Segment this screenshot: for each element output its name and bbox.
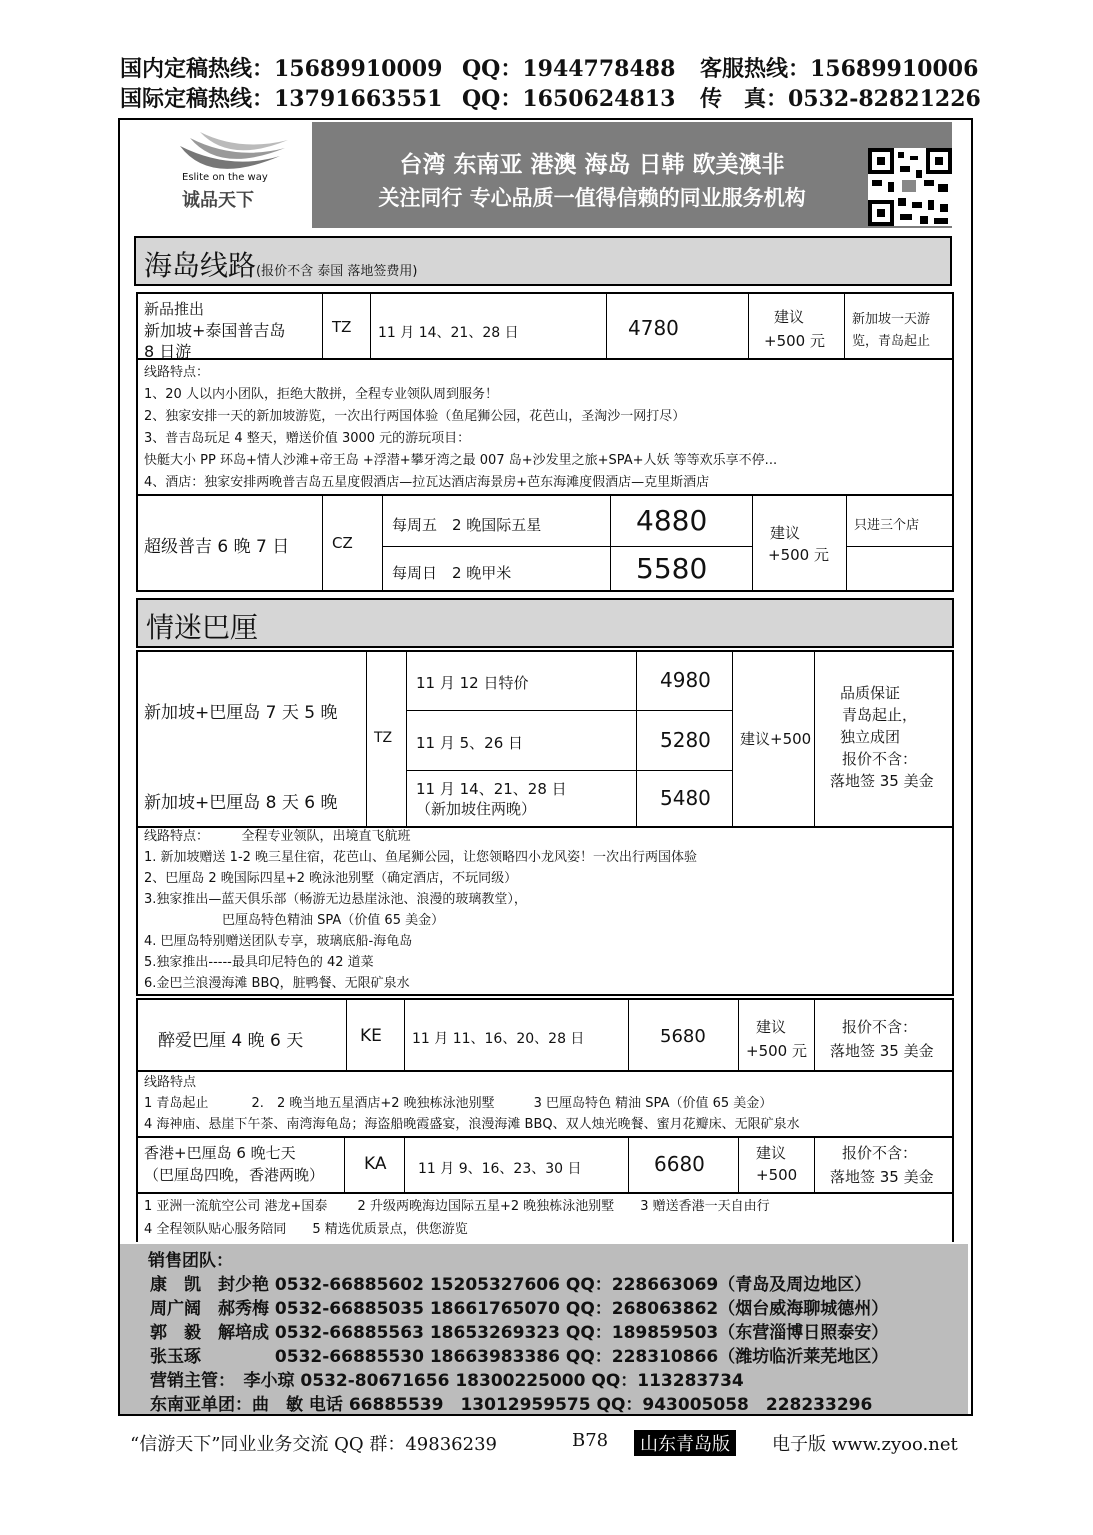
tour4-name: 醉爱巴厘 4 晚 6 天: [158, 1031, 304, 1051]
tour3-option2-price: 5280: [660, 728, 711, 752]
tour1-feature: 快艇大小 PP 环岛+情人沙滩+帝王岛 +浮潜+攀牙湾之最 007 岛+沙发里之旅+SPA+人妖 等等欢乐享不停...: [144, 453, 778, 468]
banner-slogan: 关注同行 专心品质一值得信赖的同业服务机构: [378, 186, 806, 210]
tour3-option1-date: 11 月 12 日特价: [416, 674, 529, 692]
tour1-price: 4780: [628, 316, 679, 340]
tour4-airline: KE: [360, 1026, 382, 1046]
tour5-remark-line1: 报价不含：: [842, 1144, 918, 1162]
tour1-name-line3: 8 日游: [144, 342, 192, 361]
tour1-feature: 2、独家安排一天的新加坡游览，一次出行两国体验（鱼尾狮公园，花芭山，圣淘沙一网打尽）: [144, 409, 686, 424]
international-hotline: 国际定稿热线：13791663551: [120, 86, 443, 112]
sales-row: 郭 毅 解培成 0532-66885563 18653269323 QQ：189859503（东营淄博日照泰安）: [150, 1323, 889, 1343]
tour1-remark-line2: 览，青岛起止: [852, 334, 931, 349]
tour3-remark-line2: 青岛起止，: [842, 706, 918, 724]
tour3-feature: 5.独家推出-----最具印尼特色的 42 道菜: [144, 955, 374, 970]
tour1-row: [136, 292, 954, 360]
section-island-note: (报价不含 泰国 落地签费用): [256, 264, 418, 279]
tour1-remark-line1: 新加坡一天游: [852, 312, 931, 327]
tour3-feature: 6.金巴兰浪漫海滩 BBQ，脏鸭餐、无限矿泉水: [144, 976, 410, 991]
tour3-suggest: 建议+500: [740, 730, 812, 748]
tour5-remark-line2: 落地签 35 美金: [830, 1168, 934, 1186]
tour4-row: [136, 998, 954, 1072]
qr-code-icon: [868, 148, 952, 226]
tour5-feature: 1 亚洲一流航空公司 港龙+国泰 2 升级两晚海边国际五星+2 晚独栋泳池别墅 3 赠送香港一天自由行: [144, 1199, 770, 1214]
footer-page-number: B78: [572, 1430, 609, 1451]
tour1-feature: 1、20 人以内小团队，拒绝大散拼，全程专业领队周到服务！: [144, 387, 498, 402]
tour3-option3-note: （新加坡住两晚）: [416, 800, 537, 818]
section-bali-header: [136, 598, 954, 648]
tour4-remark-line2: 落地签 35 美金: [830, 1042, 934, 1060]
tour5-features: [136, 1194, 954, 1242]
logo-slogan: Eslite on the way: [182, 172, 268, 183]
tour4-dates: 11 月 11、16、20、28 日: [412, 1031, 585, 1047]
tour2-option1-date: 每周五 2 晚国际五星: [392, 516, 542, 534]
tour1-name-line2: 新加坡+泰国普吉岛: [144, 321, 286, 340]
tour3-option2-date: 11 月 5、26 日: [416, 734, 524, 752]
tour1-feature: 3、普吉岛玩足 4 整天，赠送价值 3000 元的游玩项目：: [144, 431, 471, 446]
sales-row: 营销主管： 李小琼 0532-80671656 18300225000 QQ：113283734: [150, 1371, 744, 1391]
tour2-row: [136, 496, 954, 592]
tour5-feature: 4 全程领队贴心服务陪同 5 精选优质景点，供您游览: [144, 1222, 468, 1237]
tour4-feature: 1 青岛起止 2. 2 晚当地五星酒店+2 晚独栋泳池别墅 3 巴厘岛特色 精油 SPA（价值 65 美金）: [144, 1096, 773, 1111]
tour5-suggest-line1: 建议: [756, 1144, 787, 1162]
tour5-airline: KA: [364, 1154, 387, 1174]
tour3-name2: 新加坡+巴厘岛 8 天 6 晚: [144, 793, 338, 813]
tour5-suggest-line2: +500: [756, 1166, 798, 1184]
logo-name: 诚品天下: [182, 190, 254, 211]
tour3-feature: 巴厘岛特色精油 SPA（价值 65 美金）: [144, 913, 445, 928]
tour3-option3-date: 11 月 14、21、28 日: [416, 780, 567, 798]
tour5-price: 6680: [654, 1152, 705, 1176]
tour2-option2-price: 5580: [636, 552, 708, 585]
tour2-suggest-line1: 建议: [770, 524, 801, 542]
sales-title: 销售团队：: [148, 1251, 233, 1271]
tour2-name: 超级普吉 6 晚 7 日: [144, 537, 290, 557]
fax-number: 传 真：0532-82821226: [700, 86, 981, 112]
tour5-name-line1: 香港+巴厘岛 6 晚七天: [144, 1144, 296, 1162]
tour3-feature: 2、巴厘岛 2 晚国际四星+2 晚泳池别墅（确定酒店，不玩同级）: [144, 871, 518, 886]
tour3-remark-line5: 落地签 35 美金: [830, 772, 934, 790]
footer-edition: 山东青岛版: [634, 1430, 736, 1456]
tour3-feature: 1. 新加坡赠送 1-2 晚三星住宿，花芭山、鱼尾狮公园，让您领略四小龙风姿！一次出行两国体验: [144, 850, 698, 865]
tour4-suggest-line1: 建议: [756, 1018, 787, 1036]
footer-website[interactable]: 电子版 www.zyoo.net: [772, 1434, 958, 1455]
tour1-suggest-line2: +500 元: [764, 332, 825, 350]
logo: [170, 126, 300, 226]
sales-row: 康 凯 封少艳 0532-66885602 15205327606 QQ：228663069（青岛及周边地区）: [150, 1275, 872, 1295]
tour2-option2-date: 每周日 2 晚甲米: [392, 564, 512, 582]
tour5-dates: 11 月 9、16、23、30 日: [418, 1161, 582, 1177]
tour1-feature: 4、酒店：独家安排两晚普吉岛五星度假酒店—拉瓦达酒店海景房+芭东海滩度假酒店—克里斯酒店: [144, 475, 710, 490]
tour3-remark-line3: 独立成团: [840, 728, 901, 746]
tour4-feature: 4 海神庙、悬崖下午茶、南湾海龟岛；海盗船晚霞盛宴，浪漫海滩 BBQ、双人烛光晚餐、蜜月花瓣床、无限矿泉水: [144, 1117, 800, 1132]
tour2-airline: CZ: [332, 534, 353, 552]
tour1-name-line1: 新品推出: [144, 300, 205, 318]
tour3-features: [136, 828, 954, 996]
tour3-feature: 线路特点： 全程专业领队，出境直飞航班: [144, 829, 411, 844]
sales-row: 周广阔 郝秀梅 0532-66885035 18661765070 QQ：268063862（烟台威海聊城德州）: [150, 1299, 889, 1319]
tour5-name-line2: （巴厘岛四晚，香港两晚）: [144, 1166, 325, 1184]
header-banner: [312, 122, 952, 228]
section-island-header: [134, 236, 952, 286]
tour2-remark: 只进三个店: [854, 518, 920, 533]
tour3-remark-line1: 品质保证: [840, 684, 901, 702]
tour4-features: [136, 1072, 954, 1138]
section-island-title: 海岛线路: [144, 249, 257, 282]
tour1-features: [136, 360, 954, 496]
footer-qq-group: “信游天下”同业业务交流 QQ 群：49836239: [130, 1434, 497, 1455]
service-hotline: 客服热线：15689910006: [700, 56, 979, 82]
tour4-suggest-line2: +500 元: [746, 1042, 807, 1060]
tour2-suggest-line2: +500 元: [768, 546, 829, 564]
domestic-qq: QQ：1944778488: [462, 56, 676, 82]
tour1-feature: 线路特点：: [144, 365, 210, 380]
tour3-airline: TZ: [374, 730, 393, 746]
sales-row: 张玉琢 0532-66885530 18663983386 QQ：228310866（潍坊临沂莱芜地区）: [150, 1347, 889, 1367]
domestic-hotline: 国内定稿热线：15689910009: [120, 56, 443, 82]
tour1-airline: TZ: [332, 318, 352, 336]
tour1-dates: 11 月 14、21、28 日: [378, 325, 519, 341]
tour2-option1-price: 4880: [636, 504, 708, 537]
tour4-feature: 线路特点: [144, 1075, 197, 1090]
tour3-name1: 新加坡+巴厘岛 7 天 5 晚: [144, 703, 338, 723]
section-bali-title: 情迷巴厘: [146, 611, 259, 644]
sales-team-panel: [120, 1244, 968, 1414]
tour1-suggest-line1: 建议: [774, 308, 805, 326]
sales-row: 东南亚单团：曲 敏 电话 66885539 13012959575 QQ：943005058 228233296: [150, 1395, 873, 1415]
tour3-remark-line4: 报价不含：: [842, 750, 918, 768]
tour3-feature: 3.独家推出—蓝天俱乐部（畅游无边悬崖泳池、浪漫的玻璃教堂），: [144, 892, 527, 907]
international-qq: QQ：1650624813: [462, 86, 676, 112]
tour3-option1-price: 4980: [660, 668, 711, 692]
tour5-row: [136, 1138, 954, 1194]
banner-destinations: 台湾 东南亚 港澳 海岛 日韩 欧美澳非: [399, 152, 785, 178]
tour3-row: [136, 650, 954, 828]
tour4-price: 5680: [660, 1026, 706, 1047]
tour3-option3-price: 5480: [660, 786, 711, 810]
tour4-remark-line1: 报价不含：: [842, 1018, 918, 1036]
tour3-feature: 4. 巴厘岛特别赠送团队专享，玻璃底船-海龟岛: [144, 934, 413, 949]
